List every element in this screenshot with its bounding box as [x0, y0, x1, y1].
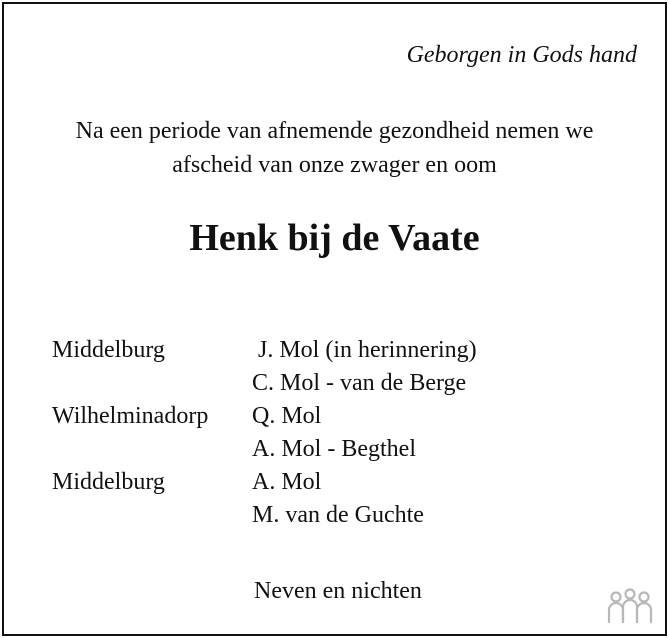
deceased-name: Henk bij de Vaate	[189, 217, 480, 259]
family-place	[52, 499, 252, 532]
people-group-icon	[605, 588, 655, 624]
family-row	[52, 433, 477, 466]
intro-line: afscheid van onze zwager en oom	[172, 152, 497, 178]
family-person: A. Mol	[252, 469, 322, 495]
intro-text	[4, 114, 665, 182]
intro-line: Na een periode van afnemende gezondheid nemen we	[75, 118, 594, 144]
family-person: J. Mol (in herinnering)	[258, 337, 477, 363]
relatives-text: Neven en nichten	[254, 578, 422, 604]
family-person: Q. Mol	[252, 403, 322, 429]
family-person: M. van de Guchte	[252, 502, 424, 528]
family-person: C. Mol - van de Berge	[252, 370, 467, 396]
family-place: Wilhelminadorp	[52, 403, 209, 429]
family-person: A. Mol - Begthel	[252, 436, 416, 462]
family-place	[52, 433, 252, 466]
obituary-card	[2, 2, 667, 636]
family-list	[52, 334, 477, 532]
family-place: Middelburg	[52, 337, 165, 363]
family-row	[52, 334, 477, 367]
family-row	[52, 499, 477, 532]
family-row	[52, 400, 477, 433]
family-place	[52, 367, 252, 400]
family-row	[52, 367, 477, 400]
family-place: Middelburg	[52, 469, 165, 495]
family-row	[52, 466, 477, 499]
motto-text: Geborgen in Gods hand	[406, 42, 637, 68]
